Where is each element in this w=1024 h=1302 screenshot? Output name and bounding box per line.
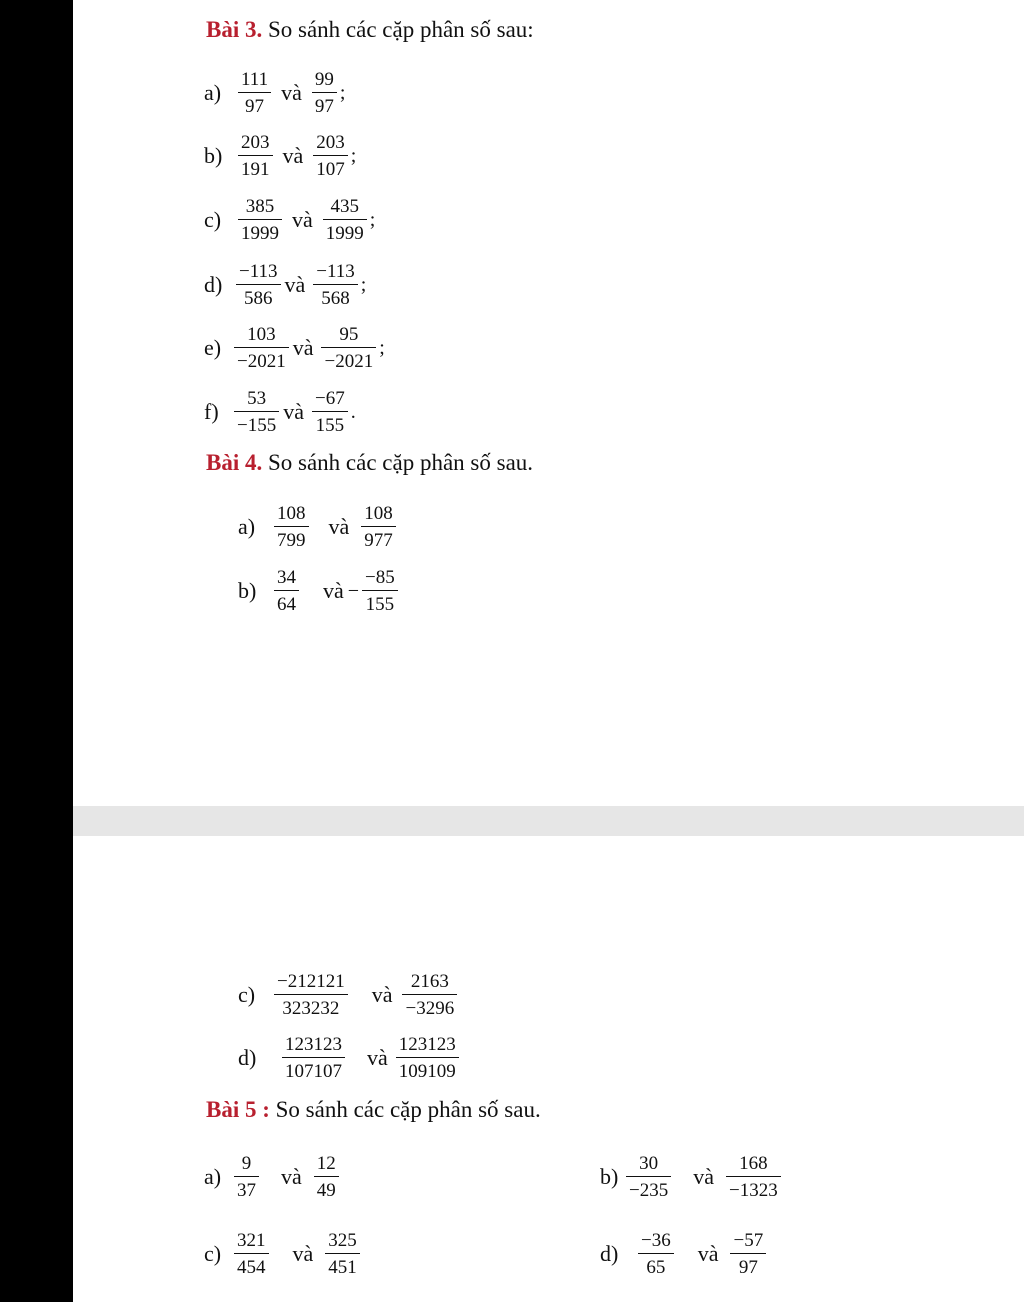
denominator: 586 [236, 284, 281, 308]
denominator: 451 [325, 1253, 360, 1277]
numerator: 203 [241, 132, 270, 153]
bai5-item-c [204, 1231, 362, 1277]
numerator: −57 [733, 1230, 764, 1251]
bai5-title: So sánh các cặp phân số sau. [269, 1097, 541, 1122]
punctuation: ; [379, 336, 385, 359]
denominator: −3296 [402, 994, 457, 1018]
fraction-1 [234, 1154, 259, 1200]
numerator: 108 [277, 503, 306, 524]
conjunction: và [283, 399, 304, 424]
denominator: 107 [313, 155, 348, 179]
item-label: d) [600, 1241, 619, 1266]
bai3-heading [206, 17, 534, 43]
fraction-1 [274, 972, 348, 1018]
item-label: f) [204, 399, 219, 424]
conjunction: và [697, 1241, 719, 1266]
item-label: c) [238, 982, 256, 1007]
page-separator [73, 806, 1024, 836]
bai3-item-a [204, 70, 345, 116]
fraction-2 [321, 325, 376, 371]
denominator: 799 [274, 526, 309, 550]
fraction-2 [314, 1154, 339, 1200]
bai4-title: So sánh các cặp phân số sau. [262, 450, 534, 475]
numerator: 99 [314, 69, 334, 90]
numerator: 111 [241, 69, 269, 90]
item-label: e) [204, 335, 222, 360]
bai3-item-f [204, 389, 356, 435]
numerator: 9 [241, 1153, 252, 1174]
numerator: 168 [739, 1153, 768, 1174]
item-label: b) [204, 143, 223, 168]
numerator: 325 [328, 1230, 357, 1251]
denominator: 1999 [238, 219, 282, 243]
denominator: 155 [362, 590, 398, 614]
denominator: 323232 [274, 994, 348, 1018]
denominator: 64 [274, 590, 299, 614]
fraction-2 [396, 1035, 459, 1081]
denominator: −155 [234, 411, 279, 435]
bai3-item-d [204, 262, 366, 308]
bai5-number: Bài 5 : [206, 1097, 270, 1122]
fraction-1 [638, 1231, 674, 1277]
item-label: c) [204, 1241, 222, 1266]
denominator: 1999 [323, 219, 367, 243]
conjunction: và [281, 80, 302, 105]
fraction-1 [234, 1231, 269, 1277]
fraction-2 [313, 262, 358, 308]
fraction-1 [274, 504, 309, 550]
bai5-item-a [204, 1154, 341, 1200]
fraction-1 [236, 262, 281, 308]
numerator: 385 [245, 196, 275, 217]
punctuation: ; [350, 144, 357, 167]
bai3-item-e [204, 325, 385, 371]
denominator: 454 [234, 1253, 269, 1277]
conjunction: và [281, 1164, 302, 1189]
conjunction: và [323, 578, 344, 603]
bai4-item-c [238, 972, 459, 1018]
denominator: 37 [234, 1176, 259, 1200]
fraction-1 [238, 70, 271, 116]
punctuation: ; [369, 208, 376, 231]
denominator: 97 [238, 92, 271, 116]
bai5-item-b [600, 1154, 783, 1200]
numerator: 203 [316, 132, 345, 153]
fraction-2 [323, 197, 367, 243]
fraction-2 [313, 133, 348, 179]
fraction-2 [312, 70, 337, 116]
denominator: 977 [361, 526, 396, 550]
fraction-2 [402, 972, 457, 1018]
numerator: −67 [314, 388, 345, 409]
denominator: 49 [314, 1176, 339, 1200]
fraction-2 [325, 1231, 360, 1277]
fraction-2 [726, 1154, 781, 1200]
fraction-1 [626, 1154, 671, 1200]
bai4-heading [206, 450, 533, 476]
punctuation: ; [339, 81, 346, 104]
conjunction: và [292, 207, 313, 232]
conjunction: và [371, 982, 393, 1007]
fraction-1 [282, 1035, 345, 1081]
numerator: 103 [247, 324, 276, 345]
fraction-1 [234, 325, 289, 371]
fraction-1 [238, 197, 282, 243]
item-label: b) [600, 1164, 619, 1189]
denominator: 191 [238, 155, 273, 179]
conjunction: và [284, 272, 306, 297]
bai5-item-d [600, 1231, 768, 1277]
conjunction: và [367, 1045, 388, 1070]
bai3-number: Bài 3. [206, 17, 263, 42]
numerator: −85 [365, 567, 395, 588]
conjunction: và [282, 143, 304, 168]
conjunction: và [292, 1241, 314, 1266]
fraction-2 [312, 389, 348, 435]
bai3-item-c [204, 197, 375, 243]
punctuation: ; [360, 273, 367, 296]
fraction-2 [362, 568, 398, 614]
numerator: −113 [316, 261, 355, 282]
denominator: 65 [638, 1253, 674, 1277]
punctuation: . [350, 400, 356, 423]
numerator: −113 [239, 261, 278, 282]
denominator: −1323 [726, 1176, 781, 1200]
denominator: −2021 [321, 347, 376, 371]
numerator: −212121 [277, 971, 345, 992]
item-label: b) [238, 578, 257, 603]
denominator: 155 [312, 411, 348, 435]
conjunction: và [693, 1164, 714, 1189]
numerator: 123123 [398, 1034, 456, 1055]
bai4-item-a [238, 504, 398, 550]
numerator: 123123 [285, 1034, 342, 1055]
item-label: a) [204, 1164, 222, 1189]
item-label: a) [238, 514, 256, 539]
minus-sign: − [347, 579, 360, 602]
item-label: c) [204, 207, 222, 232]
item-label: a) [204, 80, 222, 105]
item-label: d) [238, 1045, 257, 1070]
denominator: −2021 [234, 347, 289, 371]
denominator: −235 [626, 1176, 671, 1200]
fraction-2 [730, 1231, 766, 1277]
conjunction: và [292, 335, 314, 360]
numerator: −36 [641, 1230, 671, 1251]
numerator: 12 [316, 1153, 336, 1174]
numerator: 321 [237, 1230, 266, 1251]
denominator: 109109 [396, 1057, 459, 1081]
bai4-item-d [238, 1035, 461, 1081]
fraction-2 [361, 504, 396, 550]
numerator: 95 [339, 324, 359, 345]
numerator: 34 [277, 567, 296, 588]
numerator: 435 [330, 196, 360, 217]
fraction-1 [238, 133, 273, 179]
bai5-heading [206, 1097, 541, 1123]
fraction-1 [274, 568, 299, 614]
numerator: 2163 [410, 971, 449, 992]
denominator: 107107 [282, 1057, 345, 1081]
numerator: 108 [364, 503, 393, 524]
fraction-1 [234, 389, 279, 435]
denominator: 97 [312, 92, 337, 116]
conjunction: và [328, 514, 350, 539]
bai4-number: Bài 4. [206, 450, 263, 475]
denominator: 97 [730, 1253, 766, 1277]
bai3-title: So sánh các cặp phân số sau: [262, 17, 534, 42]
numerator: 30 [639, 1153, 659, 1174]
item-label: d) [204, 272, 223, 297]
bai3-item-b [204, 133, 356, 179]
bai4-item-b [238, 568, 400, 614]
denominator: 568 [313, 284, 358, 308]
numerator: 53 [247, 388, 267, 409]
